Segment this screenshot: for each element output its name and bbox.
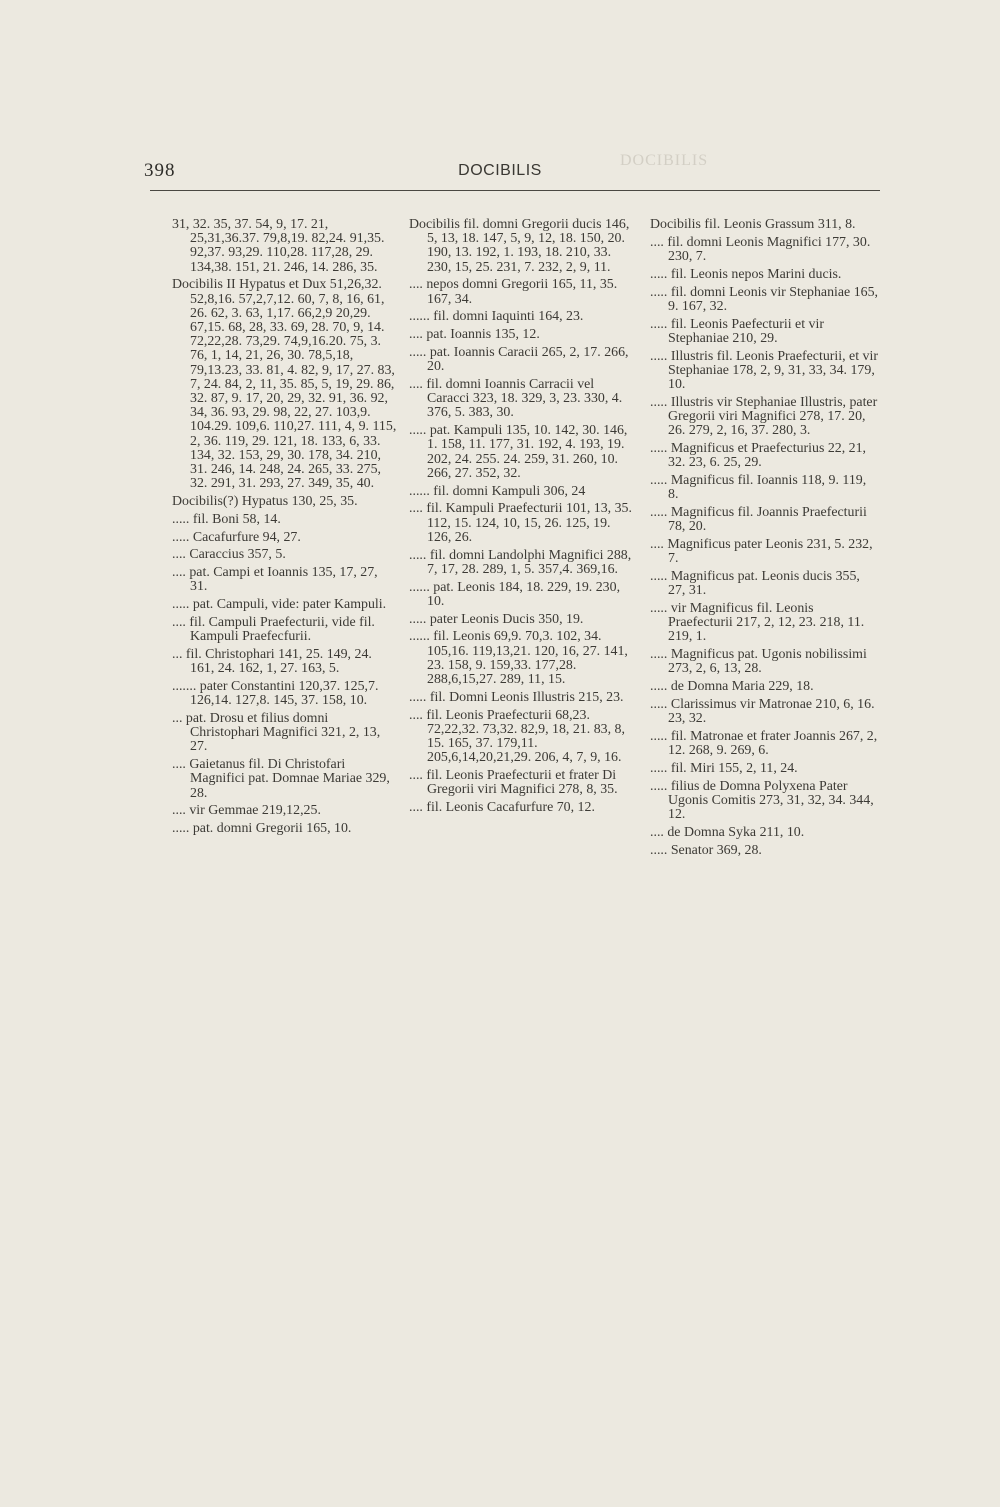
index-entry: .... fil. domni Leonis Magnifici 177, 30. 230, 7.	[650, 234, 874, 264]
index-entry: .... Gaietanus fil. Di Christofari Magnifici pat. Domnae Mariae 329, 28.	[172, 757, 394, 801]
index-entry: ... pat. Drosu et filius domni Christophari Magnifici 321, 2, 13, 27.	[172, 711, 384, 755]
header-rule	[150, 190, 880, 191]
index-entry: .... nepos domni Gregorii 165, 11, 35. 167, 34.	[409, 277, 621, 307]
running-title: DOCIBILIS	[458, 162, 542, 179]
index-entry: .... fil. domni Ioannis Carracii vel Caracci 323, 18. 329, 3, 23. 330, 4. 376, 5. 383, 30.	[409, 377, 626, 421]
index-entry: ...... fil. domni Iaquinti 164, 23.	[409, 309, 584, 325]
index-entry: .... vir Gemmae 219,12,25.	[172, 803, 321, 819]
index-entry: ..... pat. Campuli, vide: pater Kampuli.	[172, 597, 387, 613]
bleed-through-text: DOCIBILIS	[620, 152, 709, 169]
index-entry: ..... Magnificus fil. Ioannis 118, 9. 119, 8.	[650, 473, 870, 503]
index-entry: ..... pater Leonis Ducis 350, 19.	[409, 611, 584, 627]
index-entry: Docibilis fil. Leonis Grassum 311, 8.	[650, 217, 856, 232]
index-entry: ..... de Domna Maria 229, 18.	[650, 679, 814, 695]
page-header	[0, 160, 1000, 190]
index-entry: .... fil. Leonis Cacafurfure 70, 12.	[409, 800, 595, 816]
index-entry: ..... pat. Ioannis Caracii 265, 2, 17. 266, 20.	[409, 345, 632, 375]
index-entry: .... de Domna Syka 211, 10.	[650, 825, 805, 840]
index-entry: ..... pat. Kampuli 135, 10. 142, 30. 146, 1. 158, 11. 177, 31. 192, 4. 193, 19. 202, 24. 255. 24. 259, 31. 260, 10. 266, 27. 352, 32.	[409, 423, 631, 481]
index-entry: ..... Illustris vir Stephaniae Illustris, pater Gregorii viri Magnifici 278, 17. 20, 26. 279, 2, 16, 37. 280, 3.	[650, 394, 881, 439]
index-entry: ..... fil. Matronae et frater Joannis 267, 2, 12. 268, 9. 269, 6.	[650, 729, 881, 759]
index-entry: ... fil. Christophari 141, 25. 149, 24. 161, 24. 162, 1, 27. 163, 5.	[172, 647, 376, 677]
index-entry: ..... Clarissimus vir Matronae 210, 6, 16. 23, 32.	[650, 697, 879, 727]
index-entry: ..... Magnificus pat. Leonis ducis 355, 27, 31.	[650, 569, 864, 599]
index-entry: ..... Magnificus et Praefecturius 22, 21, 32. 23, 6. 25, 29.	[650, 441, 870, 471]
index-entry: ....... pater Constantini 120,37. 125,7. 126,14. 127,8. 145, 37. 158, 10.	[172, 679, 382, 709]
index-entry: ..... fil. domni Landolphi Magnifici 288, 7, 17, 28. 289, 1, 5. 357,4. 369,16.	[409, 547, 635, 577]
index-entry: ..... fil. Leonis Paefecturii et vir Stephaniae 210, 29.	[650, 316, 828, 346]
index-entry: ..... Magnificus fil. Joannis Praefecturii 78, 20.	[650, 505, 871, 535]
index-entry: ..... fil. domni Leonis vir Stephaniae 165, 9. 167, 32.	[650, 284, 882, 314]
index-entry: .... Magnificus pater Leonis 231, 5. 232, 7.	[650, 537, 877, 567]
index-entry: Docibilis(?) Hypatus 130, 25, 35.	[172, 494, 358, 510]
index-entry: ..... fil. Leonis nepos Marini ducis.	[650, 266, 842, 282]
index-entry: ...... pat. Leonis 184, 18. 229, 19. 230, 10.	[409, 579, 624, 609]
index-entry: ..... pat. domni Gregorii 165, 10.	[172, 821, 352, 837]
index-entry: ..... fil. Boni 58, 14.	[172, 511, 281, 527]
index-entry: .... fil. Leonis Praefecturii 68,23. 72,22,32. 73,32. 82,9, 18, 21. 83, 8, 15. 165, 37. 179,11. 205,6,14,20,21,29. 206, 4, 7, 9, 16.	[409, 707, 629, 766]
index-entry: Docibilis fil. domni Gregorii ducis 146, 5, 13, 18. 147, 5, 9, 12, 18. 150, 20. 190, 13. 192, 1. 193, 18. 210, 33. 230, 15, 25. 231, 7. 232, 2, 9, 11.	[409, 217, 633, 275]
page-number: 398	[144, 160, 176, 181]
index-entry: ..... Magnificus pat. Ugonis nobilissimi 273, 2, 6, 13, 28.	[650, 647, 871, 677]
index-entry: Docibilis II Hypatus et Dux 51,26,32. 52,8,16. 57,2,7,12. 60, 7, 8, 16, 61, 26. 62, 3. 63, 1,17. 66,2,9 20,29. 67,15. 68, 28, 33. 69, 28. 70, 9, 14. 72,22,28. 73,29. 74,9,16.20. 75, 3. 76, 1, 14, 21, 26, 30. 78,5,18, 79,13.23, 33. 81, 4. 82, 9, 17, 27. 83, 7, 24. 84, 2, 11, 35. 85, 5, 19, 29. 86, 32. 87, 9. 17, 20, 29, 32. 91, 36. 92, 34, 36. 93, 29. 98, 22, 27. 103,9. 104.29. 109,6. 110,27. 111, 4, 9. 115, 2, 36. 119, 29. 121, 18. 133, 6, 33. 134, 32. 153, 29, 30. 178, 34. 210, 31. 246, 14. 248, 24. 265, 33. 275, 32. 291, 31. 293, 27. 349, 35, 40.	[172, 277, 400, 492]
index-column-1	[172, 218, 398, 840]
index-entry: .... pat. Ioannis 135, 12.	[409, 327, 540, 343]
index-entry: .... fil. Campuli Praefecturii, vide fil. Kampuli Praefecfurii.	[172, 615, 379, 645]
index-entry: ..... Illustris fil. Leonis Praefecturii, et vir Stephaniae 178, 2, 9, 31, 33, 34. 179, 10.	[650, 348, 882, 392]
index-entry: ..... fil. Domni Leonis Illustris 215, 23.	[409, 689, 624, 705]
index-entry: ...... fil. Leonis 69,9. 70,3. 102, 34. 105,16. 119,13,21. 120, 16, 27. 141, 23. 158, 9. 159,33. 177,28. 288,6,15,27. 289, 11, 15.	[409, 629, 632, 688]
index-column-3	[650, 217, 882, 862]
index-column-2	[409, 218, 635, 819]
index-entry: ..... filius de Domna Polyxena Pater Ugonis Comitis 273, 31, 32, 34. 344, 12.	[650, 778, 878, 823]
index-entry: ...... fil. domni Kampuli 306, 24	[409, 483, 586, 499]
index-entry: ..... Cacafurfure 94, 27.	[172, 529, 301, 545]
index-entry: .... fil. Kampuli Praefecturii 101, 13, 35. 112, 15. 124, 10, 15, 26. 125, 19. 126, 26.	[409, 501, 636, 545]
index-entry: ..... Senator 369, 28.	[650, 842, 762, 858]
index-entry: .... pat. Campi et Ioannis 135, 17, 27, 31.	[172, 565, 382, 595]
index-entry: 31, 32. 35, 37. 54, 9, 17. 21, 25,31,36.37. 79,8,19. 82,24. 91,35. 92,37. 93,29. 110,28. 117,28, 29. 134,38. 151, 21. 246, 14. 286, 35.	[172, 217, 388, 275]
index-entry: ..... fil. Miri 155, 2, 11, 24.	[650, 761, 798, 776]
index-entry: .... Caraccius 357, 5.	[172, 547, 286, 563]
index-entry: ..... vir Magnificus fil. Leonis Praefecturii 217, 2, 12, 23. 218, 11. 219, 1.	[650, 601, 868, 645]
index-entry: .... fil. Leonis Praefecturii et frater Di Gregorii viri Magnifici 278, 8, 35.	[409, 768, 620, 798]
